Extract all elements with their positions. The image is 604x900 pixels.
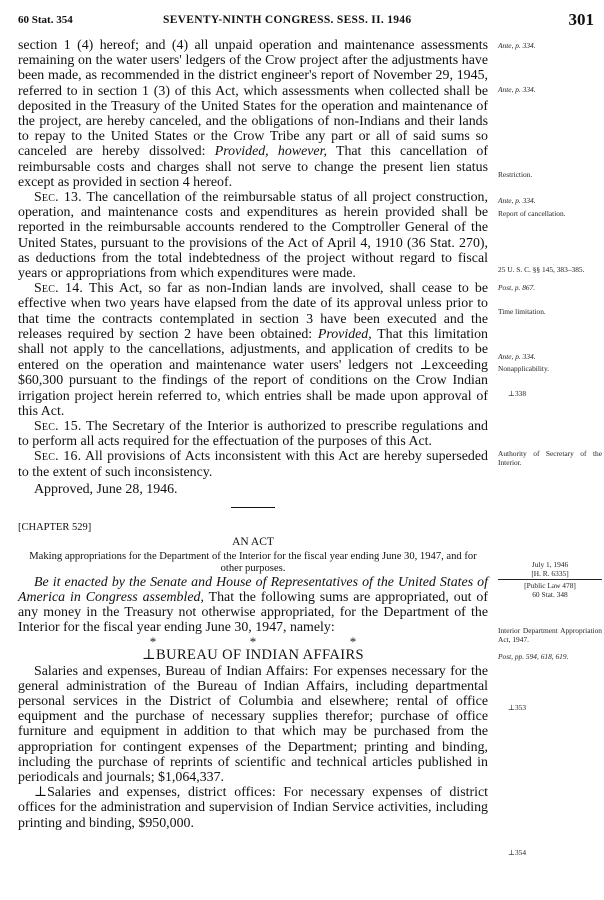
margin-note: Ante, p. 334. bbox=[498, 352, 536, 361]
proviso: Provided, bbox=[317, 326, 372, 342]
paragraph-section-12-continued: section 1 (4) hereof; and (4) all unpaid operation and maintenance assessments remaining on the water users' ledgers of the Crow project after the adjustments have been made, as recommended in the district engineer's report of November 29, 1945, referred to in section 1 (3) of this Act, which assessments when collected shall be deposited in the Treasury of the United States for the operation and maintenance of the project, are hereby canceled, and the obligations of non-Indians and their lands to repay to the United States or the Crow Tribe any part or all of said sums so canceled are hereby dissolved: Provided, however, That this cancellation of reimbursable costs and charges shall not serve to change the present lien status except as provided in section 4 hereof. bbox=[18, 38, 488, 190]
margin-note: Ante, p. 334. bbox=[498, 196, 536, 205]
bureau-heading: ⊥BUREAU OF INDIAN AFFAIRS bbox=[142, 647, 364, 664]
act-date: July 1, 1946 bbox=[531, 560, 569, 569]
chapter-label: [CHAPTER 529] bbox=[18, 522, 92, 534]
running-title: SEVENTY-NINTH CONGRESS. SESS. II. 1946 bbox=[163, 14, 412, 26]
margin-page-mark: ⊥354 bbox=[508, 848, 527, 857]
enacting-clause: Be it enacted by the Senate and House of Representatives of the United States of America in Congress assembled, That the following sums are appropriated, out of any money in the Treasury not otherwise appropriated, for the Department of the Interior for the fiscal year ending June 30, 1947, namely: bbox=[18, 574, 488, 636]
margin-note: Ante, p. 334. bbox=[498, 41, 536, 50]
section-15: Sec. 15. The Secretary of the Interior is authorized to prescribe regulations and to perform all acts required for the effectuation of the purposes of this Act. bbox=[18, 419, 488, 450]
margin-note: Report of cancellation. bbox=[498, 209, 566, 218]
star: * bbox=[249, 634, 257, 650]
act-date-box bbox=[498, 560, 602, 599]
page-break-mark: ⊥ bbox=[142, 647, 157, 664]
star: * bbox=[349, 634, 357, 650]
act-title: AN ACT bbox=[232, 536, 274, 549]
section-label: Sec. 15. bbox=[34, 419, 82, 435]
margin-page-mark: ⊥338 bbox=[508, 389, 527, 398]
margin-note: Restriction. bbox=[498, 170, 533, 179]
main-text bbox=[18, 38, 488, 831]
section-label: Sec. 16. bbox=[34, 449, 82, 465]
margin-note: Post, p. 867. bbox=[498, 283, 536, 292]
salaries-district-offices: ⊥Salaries and expenses, district offices: For necessary expenses of district offices for the administration and supervision of Indian Service activities, including printing and binding, $950,000. bbox=[18, 785, 488, 831]
page-number: 301 bbox=[568, 10, 594, 29]
margin-note: Nonapplicability. bbox=[498, 364, 550, 373]
section-13: Sec. 13. The cancellation of the reimbursable status of all project construction, operation, and maintenance costs and expenditures as herein provided shall be reported in the reimbursable accounts rendered to the Comptroller General of the United States, pursuant to the provisions of the Act of April 4, 1910 (36 Stat. 270), as deductions from the total indebtedness of the project without regard to fiscal years or appropriations from which expenditures were made. bbox=[18, 190, 488, 282]
bill-number: [H. R. 6335] bbox=[498, 569, 602, 580]
public-law: [Public Law 478] bbox=[524, 581, 576, 590]
section-16: Sec. 16. All provisions of Acts inconsistent with this Act are hereby superseded to the extent of such inconsistency. bbox=[18, 449, 488, 480]
section-label: Sec. 13. bbox=[34, 190, 82, 206]
section-14: Sec. 14. This Act, so far as non-Indian lands are involved, shall cease to be effective when two years have elapsed from the date of its approval unless prior to that time the contracts contemplated in section 3 have been executed and the releases required by section 2 have been obtained: Provided, That this limitation shall not apply to the cancellations, adjustments, and application of credits to be entered on the operation and maintenance water users' ledgers not ⊥exceeding $60,300 pursuant to the findings of the report of conditions on the Crow Indian irrigation project herein referred to, which entries shall be made upon approval of this Act. bbox=[18, 281, 488, 419]
margin-note: Authority of Secretary of the Interior. bbox=[498, 449, 602, 467]
margin-note: 25 U. S. C. §§ 145, 383–385. bbox=[498, 265, 585, 274]
margin-note: Post, pp. 594, 618, 619. bbox=[498, 652, 569, 661]
section-label: Sec. 14. bbox=[34, 281, 84, 297]
divider-rule bbox=[231, 507, 275, 508]
margin-note: Time limitation. bbox=[498, 307, 546, 316]
star: * bbox=[149, 634, 157, 650]
page-break-mark: ⊥ bbox=[34, 785, 48, 801]
act-subtitle: Making appropriations for the Department of the Interior for the fiscal year ending June 30, 1947, and for other purposes. bbox=[29, 550, 477, 574]
proviso: Provided, however, bbox=[214, 144, 327, 160]
page-break-mark: ⊥ bbox=[419, 357, 432, 373]
stat-reference: 60 Stat. 354 bbox=[18, 14, 73, 26]
margin-note: Ante, p. 334. bbox=[498, 85, 536, 94]
salaries-bureau: Salaries and expenses, Bureau of Indian Affairs: For expenses necessary for the general administration of the Bureau of Indian Affairs, including departmental personal services in the District of Columbia and elsewhere; rental of office equipment and the purchase of necessary supplies therefor; purchase of office furniture and equipment in addition to that which may be purchased from the appropriation for contingent expenses of the Department; printing and binding, including the purchase of reprints of scientific and technical articles published in periodicals and journals; $1,064,337. bbox=[18, 663, 488, 785]
page-header bbox=[18, 10, 598, 34]
approval-date: Approved, June 28, 1946. bbox=[34, 481, 178, 497]
margin-note: Interior Department Appropriation Act, 1947. bbox=[498, 626, 602, 644]
margin-page-mark: ⊥353 bbox=[508, 703, 527, 712]
stat-reference: 60 Stat. 348 bbox=[532, 590, 568, 599]
